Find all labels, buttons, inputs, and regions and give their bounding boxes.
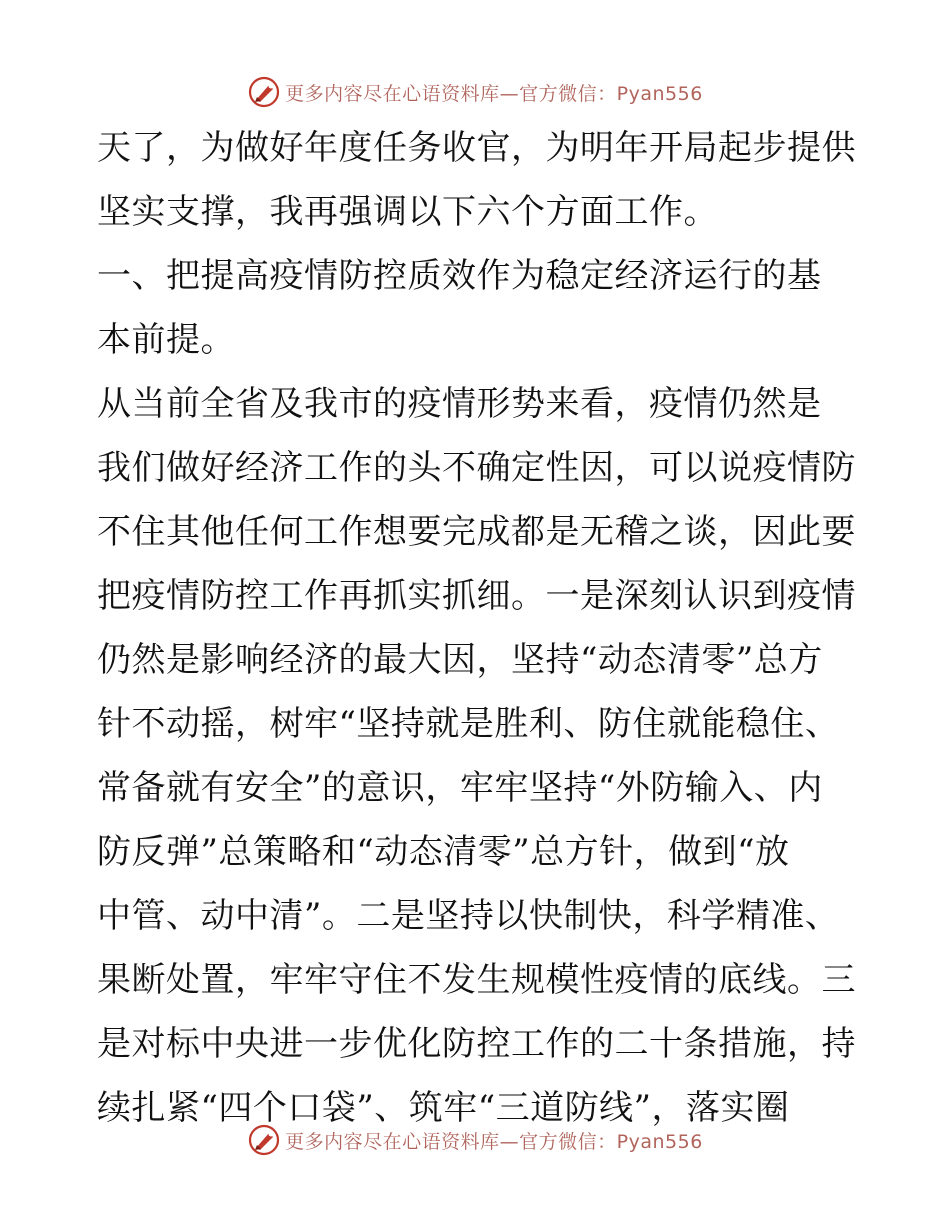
text-line: 防反弹”总策略和“动态清零”总方针，做到“放 — [97, 832, 790, 872]
text-line: 仍然是影响经济的最大因，坚持“动态清零”总方 — [97, 640, 823, 680]
text-line: 续扎紧“四个口袋”、筑牢“三道防线”，落实圈 — [97, 1088, 790, 1128]
watermark-text: 更多内容尽在心语资料库—官方微信：Pyan556 — [285, 1130, 703, 1153]
text-line: 常备就有安全”的意识，牢牢坚持“外防输入、内 — [97, 768, 823, 808]
text-line: 果断处置，牢牢守住不发生规模性疫情的底线。三 — [97, 960, 856, 1000]
pen-logo-icon — [247, 75, 281, 109]
text-line: 我们做好经济工作的头不确定性因，可以说疫情防 — [97, 448, 856, 488]
text-line: 天了，为做好年度任务收官，为明年开局起步提供 — [97, 128, 856, 168]
header-watermark-banner — [0, 72, 950, 112]
text-line: 针不动摇，树牢“坚持就是胜利、防住就能稳住、 — [97, 704, 840, 744]
text-line: 是对标中央进一步优化防控工作的二十条措施，持 — [97, 1024, 856, 1064]
pen-logo-icon — [247, 1123, 281, 1157]
footer-watermark-banner — [0, 1120, 950, 1160]
section-heading-line: 一、把提高疫情防控质效作为稳定经济运行的基 — [97, 256, 822, 296]
text-line: 把疫情防控工作再抓实抓细。一是深刻认识到疫情 — [97, 576, 856, 616]
text-line: 不住其他任何工作想要完成都是无稽之谈，因此要 — [97, 512, 856, 552]
section-heading-line: 本前提。 — [97, 320, 235, 360]
text-line: 坚实支撑，我再强调以下六个方面工作。 — [97, 192, 718, 232]
document-body — [97, 126, 857, 1150]
text-line: 中管、动中清”。二是坚持以快制快，科学精准、 — [97, 896, 840, 936]
text-line: 从当前全省及我市的疫情形势来看，疫情仍然是 — [97, 384, 822, 424]
watermark-text: 更多内容尽在心语资料库—官方微信：Pyan556 — [285, 82, 703, 105]
